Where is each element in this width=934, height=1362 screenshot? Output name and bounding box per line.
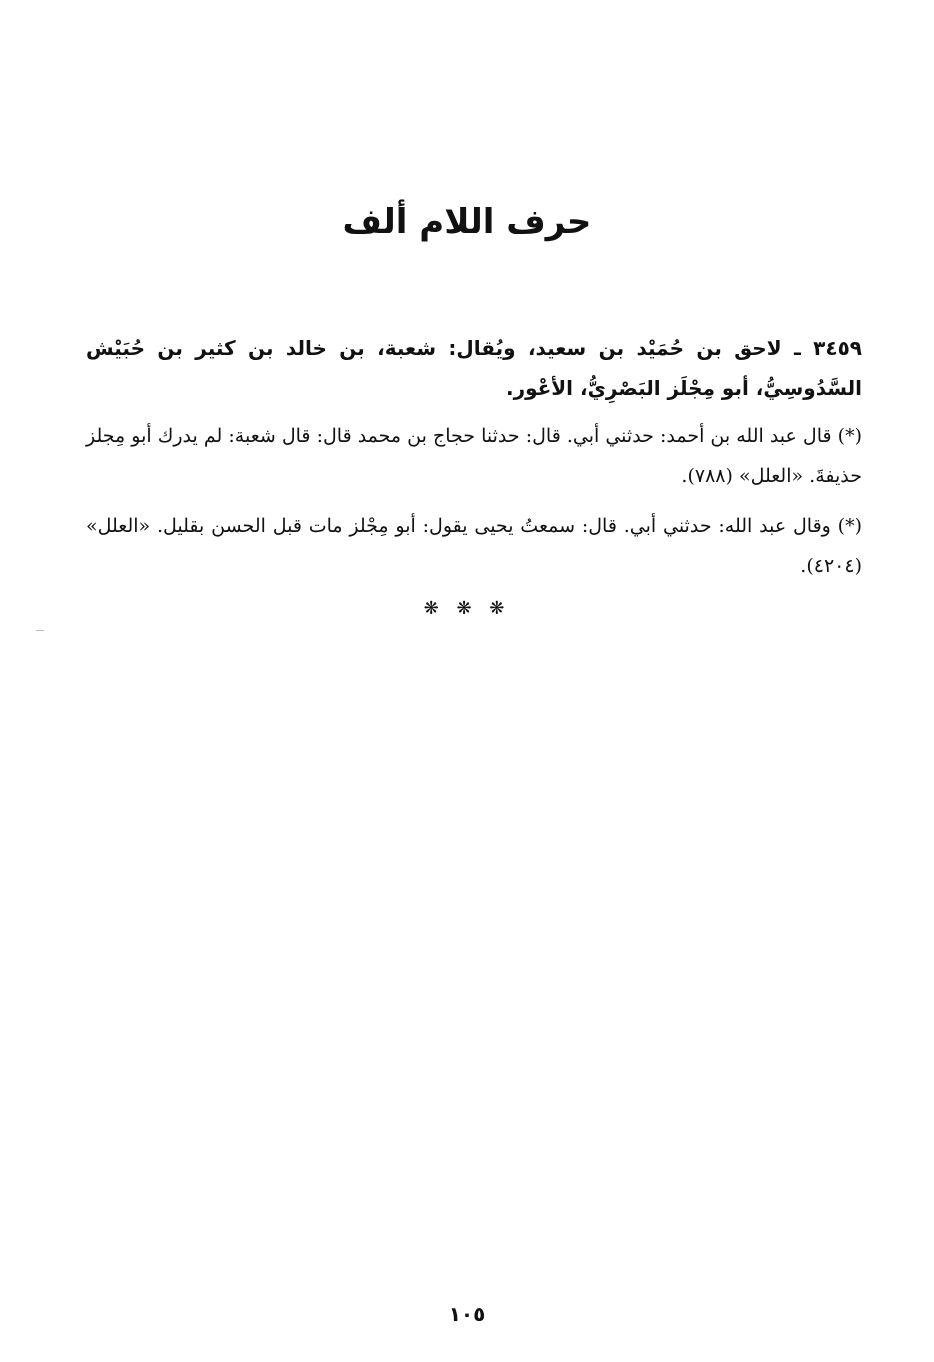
page-number: ١٠٥	[448, 1302, 486, 1326]
margin-mark	[36, 630, 44, 631]
note-paragraph: (*) وقال عبد الله: حدثني أبي. قال: سمعتُ يحيى يقول: أبو مِجْلز مات قبل الحسن بقليل. «العلل» (٤٢٠٤).	[86, 515, 862, 577]
chapter-title: حرف اللام ألف	[342, 202, 592, 242]
entry-heading: ٣٤٥٩ ـ لاحق بن حُمَيْد بن سعيد، ويُقال: شعبة، بن خالد بن كثير بن حُبَيْش السَّدُوسِيُّ، أبو مِجْلَز البَصْرِيُّ، الأعْور.	[86, 336, 862, 400]
note-paragraph: (*) قال عبد الله بن أحمد: حدثني أبي. قال: حدثنا حجاج بن محمد قال: قال شعبة: لم يدرك أبو مِجلز حذيفةَ. «العلل» (٧٨٨).	[86, 425, 862, 487]
section-separator: ❋ ❋ ❋	[423, 598, 511, 619]
